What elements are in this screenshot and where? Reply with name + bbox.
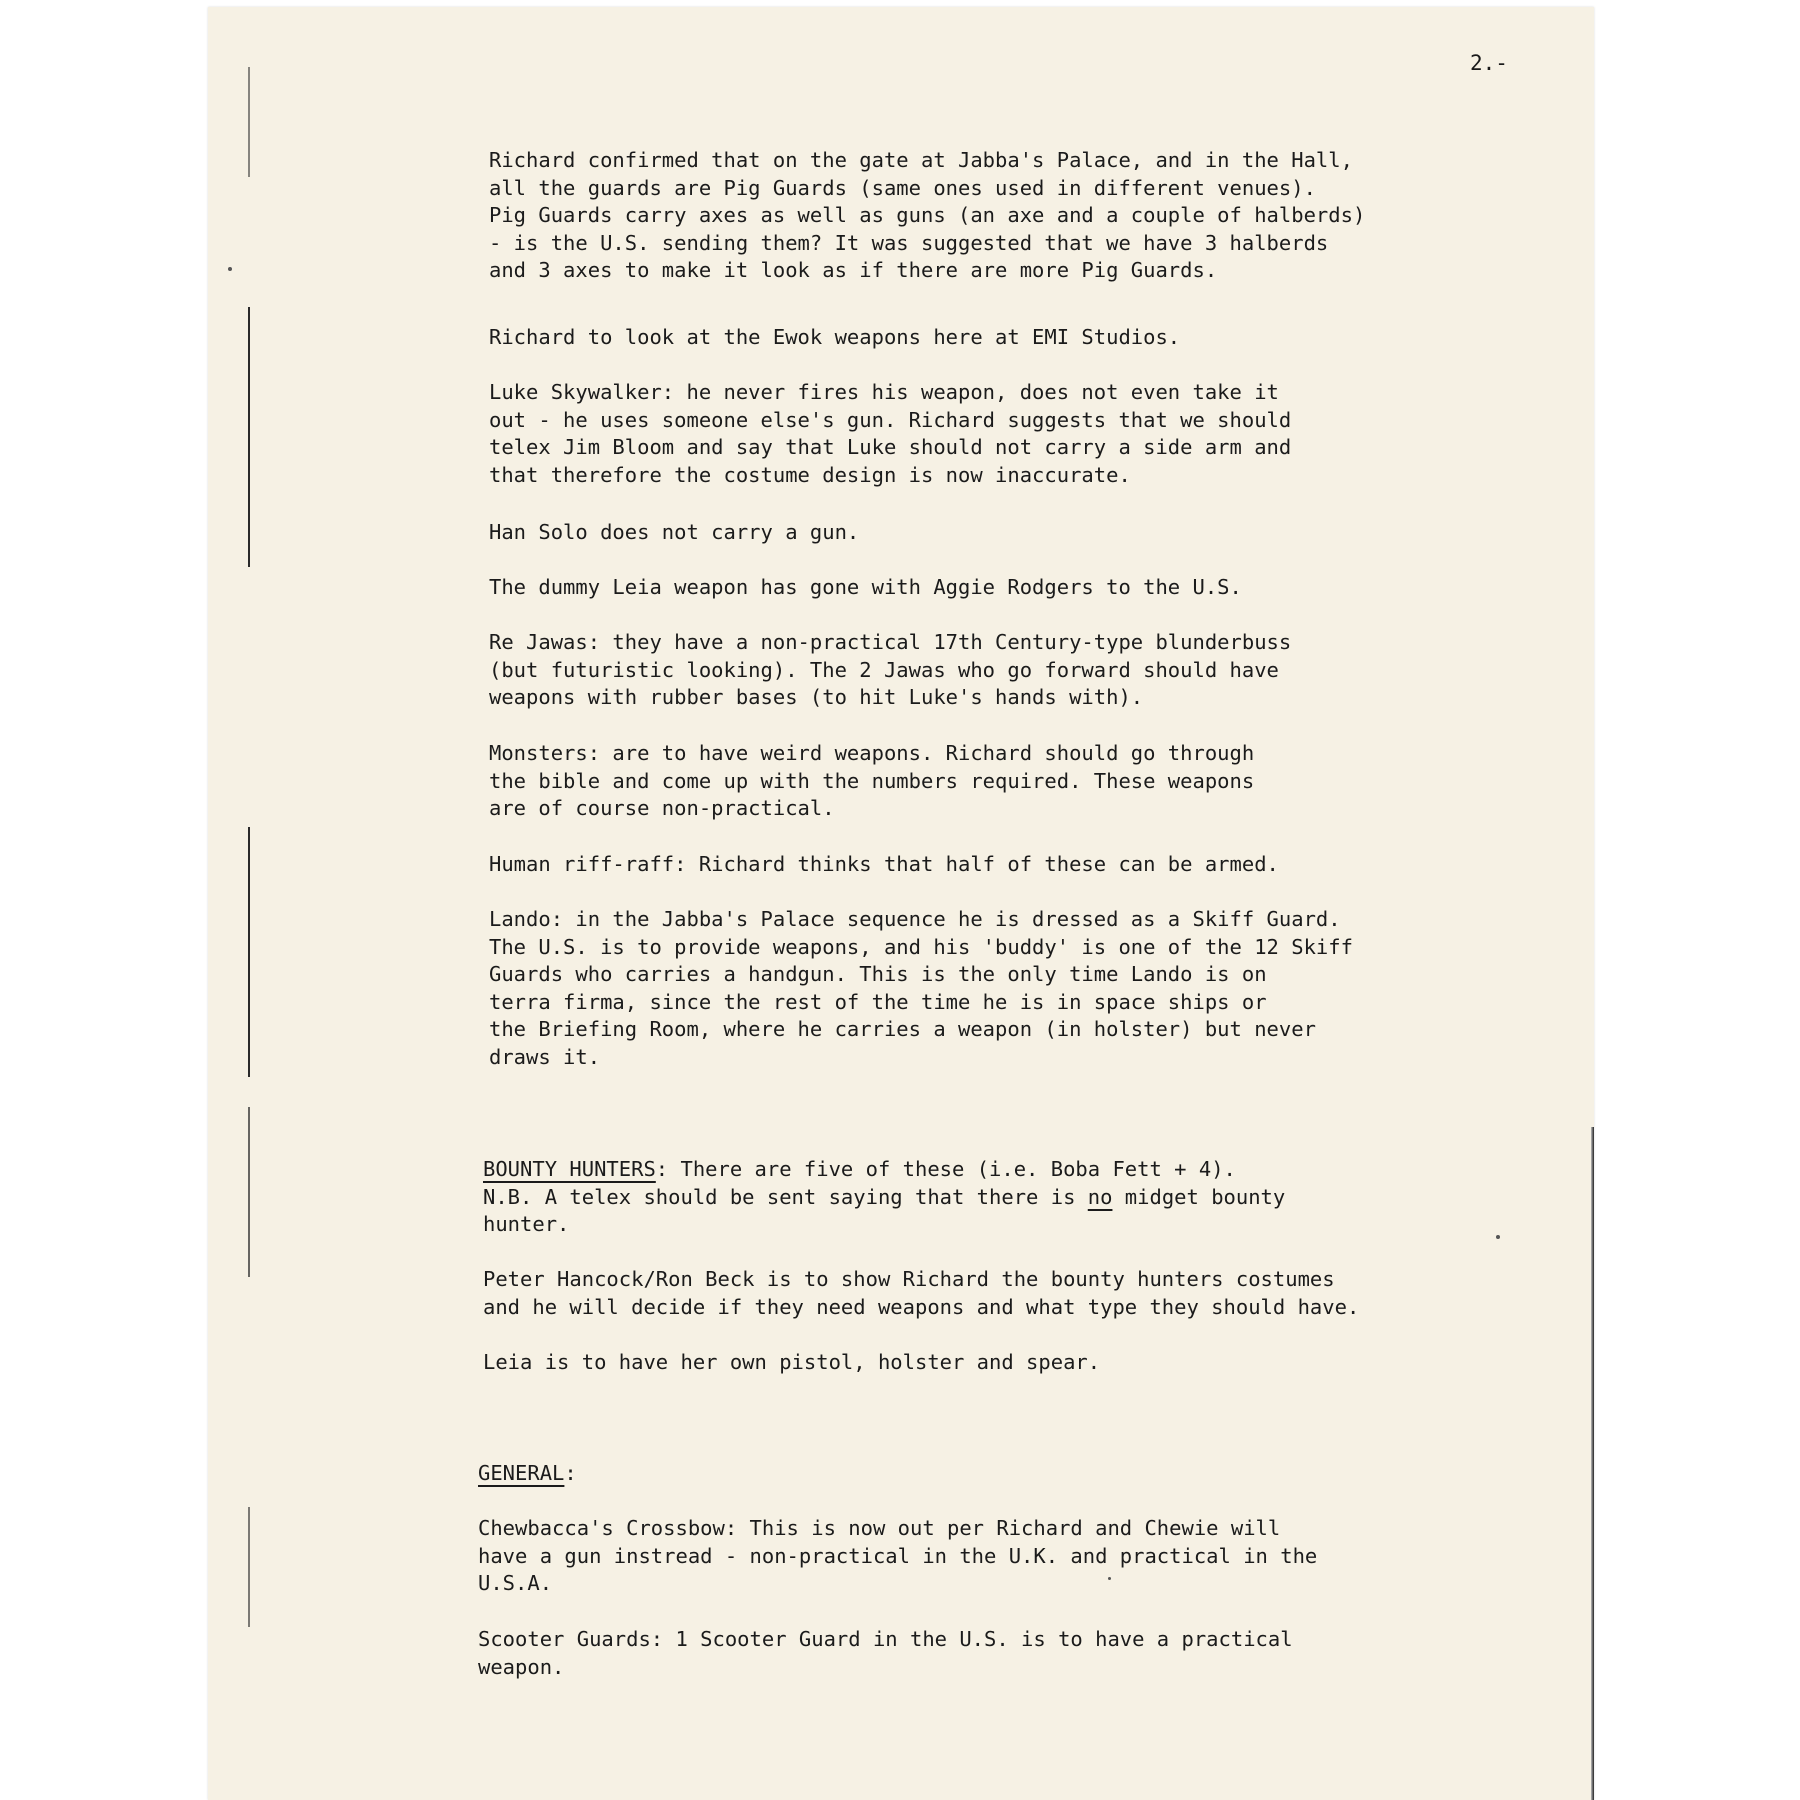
paragraph-bounty-hunters: BOUNTY HUNTERS: There are five of these (i.e. Boba Fett + 4). N.B. A telex should be sent saying that there is no midget bounty hunter. [483, 1157, 1286, 1237]
page-number: 2.- [1470, 51, 1508, 75]
punch-mark [248, 827, 250, 1077]
paragraph-scooter: Scooter Guards: 1 Scooter Guard in the U.S. is to have a practical weapon. [478, 1627, 1293, 1679]
paragraph-hancock: Peter Hancock/Ron Beck is to show Richard the bounty hunters costumes and he will decide if they need weapons and what type they should have. [483, 1267, 1360, 1319]
paragraph-jawas: Re Jawas: they have a non-practical 17th Century-type blunderbuss (but futuristic looking). The 2 Jawas who go forward should have weapons with rubber bases (to hit Luke's hands with). [489, 630, 1292, 710]
paragraph-chewbacca: Chewbacca's Crossbow: This is now out per Richard and Chewie will have a gun instread - non-practical in the U.K. and practical in the U.S.A. [478, 1516, 1318, 1596]
paragraph-leia-dummy: The dummy Leia weapon has gone with Aggie Rodgers to the U.S. [489, 575, 1242, 599]
paragraph-pig-guards: Richard confirmed that on the gate at Jabba's Palace, and in the Hall, all the guards are Pig Guards (same ones used in different venues). Pig Guards carry axes as well as guns (an axe and a couple of halberds) - is the U.S. sending them? It was suggested that we have 3 halberds and 3 axes to make it look as if there are more Pig Guards. [489, 148, 1366, 283]
paragraph-ewok-weapons: Richard to look at the Ewok weapons here at EMI Studios. [489, 325, 1181, 349]
paragraph-riff-raff: Human riff-raff: Richard thinks that half of these can be armed. [489, 852, 1279, 876]
emphasis-no: no [1087, 1184, 1113, 1209]
paragraph-leia-pistol: Leia is to have her own pistol, holster and spear. [483, 1350, 1101, 1374]
paper-speck [1496, 1235, 1500, 1239]
paper-speck [228, 267, 232, 271]
document-page [208, 7, 1594, 1800]
paragraph-luke: Luke Skywalker: he never fires his weapon, does not even take it out - he uses someone else's gun. Richard suggests that we should telex Jim Bloom and say that Luke should not carry a side arm and that therefore the costume design is now inaccurate. [489, 380, 1292, 487]
punch-mark [248, 67, 250, 177]
punch-mark [248, 1507, 250, 1627]
paragraph-han: Han Solo does not carry a gun. [489, 520, 860, 544]
general-heading: GENERAL: [478, 1461, 577, 1485]
punch-mark [248, 1107, 250, 1277]
paragraph-monsters: Monsters: are to have weird weapons. Richard should go through the bible and come up with the numbers required. These weapons are of course non-practical. [489, 741, 1255, 821]
punch-mark [248, 307, 250, 567]
paragraph-lando: Lando: in the Jabba's Palace sequence he is dressed as a Skiff Guard. The U.S. is to provide weapons, and his 'buddy' is one of the 12 Skiff Guards who carries a handgun. This is the only time Lando is on terra firma, since the rest of the time he is in space ships or the Briefing Room, where he carries a weapon (in holster) but never draws it. [489, 907, 1353, 1069]
bounty-hunters-heading: BOUNTY HUNTERS [483, 1157, 656, 1181]
